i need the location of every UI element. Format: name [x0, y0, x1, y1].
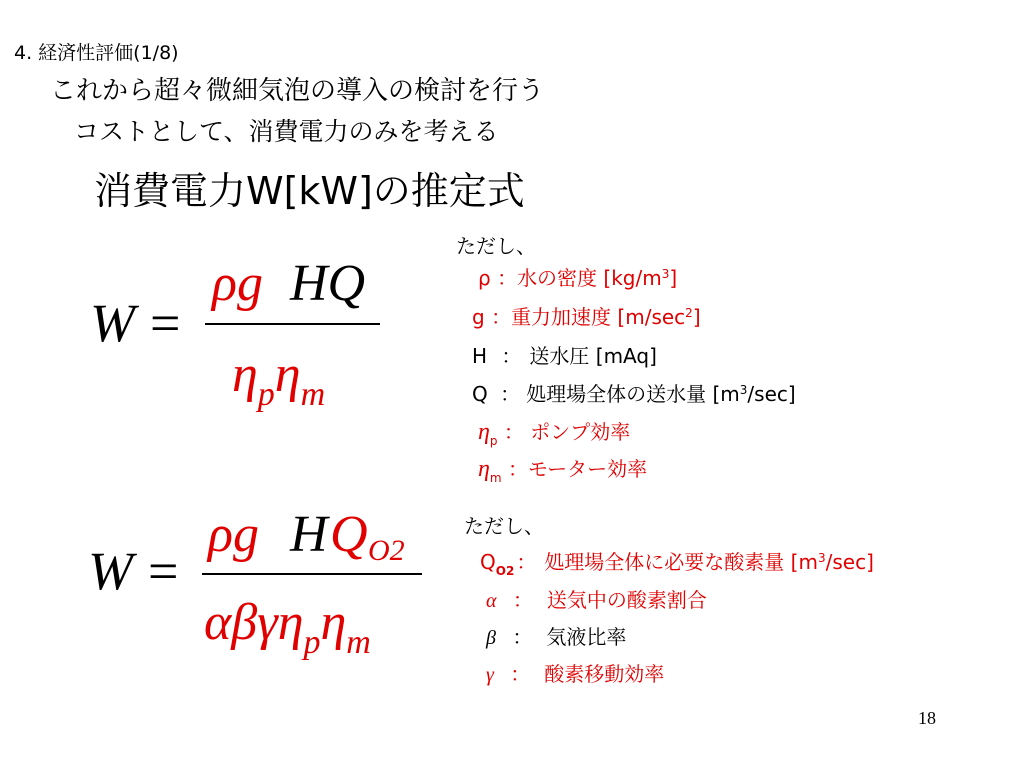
intro-line-2: コストとして、消費電力のみを考える — [74, 117, 499, 146]
def-symbol: ρ — [478, 266, 491, 290]
def-tail: /sec] — [825, 550, 874, 574]
formula-2-lhs: W — [88, 541, 133, 601]
def-subsymbol: p — [489, 434, 498, 448]
def-Q — [472, 382, 796, 406]
def-alpha — [486, 588, 707, 613]
def-subsymbol: O2 — [495, 564, 515, 578]
def-separator: ： — [512, 588, 533, 612]
def-symbol: Q — [472, 382, 488, 406]
def-rho — [478, 266, 677, 290]
def-text: モーター効率 — [527, 457, 648, 481]
def-symbol: η — [478, 456, 490, 482]
formula-1-fraction-bar — [205, 323, 380, 325]
def-text: 送水圧 [mAq] — [529, 344, 657, 368]
def-Q-O2 — [480, 550, 874, 577]
def-eta-p — [478, 420, 630, 447]
def-symbol: α — [486, 590, 497, 612]
sub-p: p — [257, 376, 275, 413]
alpha-beta-gamma: αβγ — [204, 594, 278, 651]
def-separator: ： — [507, 457, 528, 481]
def-H — [472, 344, 657, 368]
def-subsymbol: m — [489, 471, 502, 485]
formula-2-Q: Q — [330, 506, 368, 563]
formula-1-denominator — [232, 345, 326, 413]
page-number: 18 — [918, 708, 936, 728]
def-text: 気液比率 — [546, 625, 627, 649]
intro-line-1: これから超々微細気泡の導入の検討を行う — [50, 76, 545, 106]
formula-1-HQ: HQ — [290, 255, 366, 312]
def-eta-m — [478, 457, 647, 484]
def-separator: ： — [503, 420, 524, 444]
def-symbol: Q — [480, 550, 496, 574]
formula-2-rho-g: ρg — [208, 506, 259, 563]
def-text: 処理場全体に必要な酸素量 [m — [544, 550, 818, 574]
formula-2-denominator — [204, 593, 371, 661]
def-text: 処理場全体の送水量 [m — [526, 382, 740, 406]
def-sup: 3 — [661, 267, 670, 281]
def-separator: ： — [500, 382, 521, 406]
def-sup: 3 — [739, 383, 748, 397]
def-separator: ： — [497, 266, 518, 290]
def-text: 重力加速度 [m/sec — [511, 305, 686, 329]
slide-title: 消費電力W[kW]の推定式 — [94, 169, 525, 213]
sub-p: p — [303, 624, 321, 661]
formula-1-rho-g: ρg — [212, 255, 263, 312]
def-tail: ] — [669, 266, 678, 290]
eta-symbol: η — [277, 594, 304, 651]
def-sup: 2 — [685, 306, 693, 320]
sub-m: m — [300, 376, 326, 413]
formula-1-lhs: W — [90, 293, 135, 353]
formula-2-equals: = — [148, 541, 179, 601]
defs-1-heading: ただし、 — [456, 234, 536, 258]
eta-symbol: η — [320, 594, 347, 651]
def-symbol: g — [472, 305, 485, 329]
formula-1-equals: = — [150, 293, 181, 353]
def-separator: ： — [491, 305, 512, 329]
formula-2-fraction-bar — [202, 573, 422, 575]
def-separator: ： — [512, 625, 533, 649]
formula-2-H: H — [290, 506, 328, 563]
defs-2-heading: ただし、 — [464, 514, 544, 538]
def-symbol: γ — [486, 664, 494, 686]
def-separator: ： — [516, 550, 537, 574]
def-text: 酸素移動効率 — [544, 662, 665, 686]
def-text: ポンプ効率 — [530, 420, 631, 444]
def-beta — [486, 625, 626, 650]
def-gamma — [486, 662, 664, 687]
def-tail: /sec] — [747, 382, 796, 406]
def-text: 水の密度 [kg/m — [517, 266, 662, 290]
def-g — [472, 305, 701, 329]
sub-m: m — [346, 624, 371, 661]
eta-symbol: η — [232, 346, 258, 403]
def-text: 送気中の酸素割合 — [546, 588, 707, 612]
def-symbol: β — [486, 627, 496, 649]
def-tail: ] — [692, 305, 701, 329]
def-symbol: η — [478, 419, 490, 445]
def-symbol: H — [472, 344, 488, 368]
section-heading: 4. 経済性評価(1/8) — [14, 42, 179, 64]
eta-symbol: η — [274, 346, 301, 403]
def-separator: ： — [510, 662, 531, 686]
formula-2-O2: O2 — [368, 534, 405, 567]
def-sup: 3 — [817, 551, 826, 565]
def-separator: ： — [501, 344, 522, 368]
